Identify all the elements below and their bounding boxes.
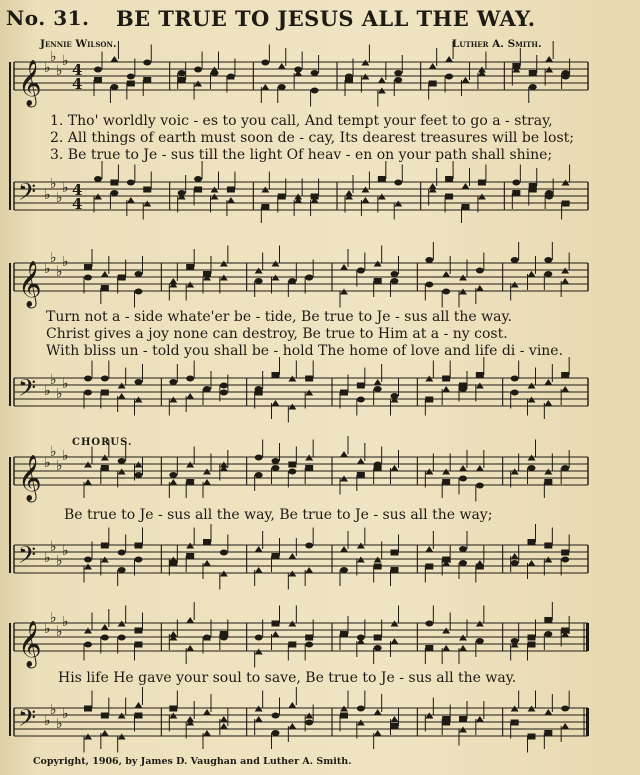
flat-icon: ♭ [62,543,69,559]
note-head [425,546,433,552]
note-head [110,190,118,196]
note-head [203,560,211,566]
note-head [272,713,280,719]
note-head [378,176,386,182]
note-head [127,180,135,186]
note-head [255,455,263,461]
note-head [394,180,402,186]
flat-icon: ♭ [62,448,69,464]
note-head [561,706,569,712]
note-head [445,56,453,62]
note-head [84,264,92,270]
note-head [84,557,92,563]
note-head [194,67,202,73]
note-head [203,386,211,392]
flat-icon: ♭ [50,702,57,718]
note-head [529,187,537,193]
note-head [203,635,211,641]
note-head [528,642,536,648]
flat-icon: ♭ [56,190,63,206]
note-head [442,479,450,485]
note-head [374,645,382,651]
flat-icon: ♭ [62,376,69,392]
note-head [255,635,263,641]
note-head [143,77,151,83]
verse-2-line-1: 2. All things of earth must soon de - cay, Its dearest treasures will be lost; [50,130,574,146]
note-head [394,70,402,76]
note-head [459,645,467,651]
verse-2-line-2: Christ gives a joy none can destroy, Be true to Him at a - ny cost. [46,326,508,342]
final-barline [586,708,589,736]
note-head [476,638,484,644]
bass-clef-icon: 𝄢 [18,374,37,407]
flat-icon: ♭ [50,610,57,626]
note-head [391,638,399,644]
note-head [561,550,569,556]
note-head [425,564,433,570]
treble-clef-icon: 𝄞 [18,621,42,667]
flat-icon: ♭ [44,713,51,729]
note-head [101,376,109,382]
note-head [84,275,92,281]
note-head [340,567,348,573]
note-head [261,60,269,66]
note-head [186,264,194,270]
note-head [84,390,92,396]
note-head [169,706,177,712]
note-head [288,469,296,475]
note-head [511,390,519,396]
flat-icon: ♭ [50,49,57,65]
note-head [305,720,313,726]
note-head [186,617,194,623]
note-head [272,465,280,471]
note-head [391,465,399,471]
note-head [374,635,382,641]
note-head [429,81,437,87]
note-head [178,70,186,76]
note-head [272,400,280,406]
note-head [511,560,519,566]
note-head [84,706,92,712]
flat-icon: ♭ [44,261,51,277]
note-head [135,379,143,385]
note-head [374,278,382,284]
note-head [561,386,569,392]
note-head [288,702,296,708]
note-head [340,451,348,457]
note-head [561,628,569,634]
note-head [135,543,143,549]
note-head [374,386,382,392]
verse-1-line-2: Turn not a - side whate'er be - tide, Be true to Je - sus all the way. [46,309,512,325]
note-head [101,543,109,549]
note-head [442,289,450,295]
verse-3-line-2: With bliss un - told you shall be - hold The home of love and life di - vine. [46,343,564,359]
note-head [476,285,484,291]
note-head [220,390,228,396]
note-head [561,465,569,471]
flat-icon: ♭ [50,539,57,555]
treble-clef-icon: 𝄞 [18,261,42,307]
note-head [459,716,467,722]
flat-icon: ♭ [50,250,57,266]
note-head [143,187,151,193]
note-head [544,617,552,623]
note-head [476,483,484,489]
note-head [272,372,280,378]
note-head [425,621,433,627]
flat-icon: ♭ [62,254,69,270]
note-head [340,390,348,396]
note-head [340,631,348,637]
note-head [288,553,296,559]
note-head [288,462,296,468]
note-head [544,730,552,736]
note-head [94,77,102,83]
note-head [561,372,569,378]
time-signature-bottom: 4 [72,75,83,93]
note-head [272,730,280,736]
copyright-notice: Copyright, 1906, by James D. Vaughan and Luther A. Smith. [33,756,352,767]
note-head [118,275,126,281]
note-head [272,621,280,627]
note-head [442,271,450,277]
note-head [220,723,228,729]
note-head [288,723,296,729]
note-head [561,723,569,729]
note-head [528,271,536,277]
note-head [425,397,433,403]
note-head [220,716,228,722]
note-head [227,197,235,203]
note-head [357,472,365,478]
note-head [186,479,194,485]
note-head [476,372,484,378]
note-head [512,190,520,196]
flat-icon: ♭ [50,176,57,192]
chorus-line-2: His life He gave your soul to save, Be true to Je - sus all the way. [58,670,517,686]
note-head [374,379,382,385]
note-head [118,635,126,641]
note-head [462,77,470,83]
flat-icon: ♭ [56,624,63,640]
note-head [255,716,263,722]
note-head [459,560,467,566]
note-head [459,465,467,471]
flat-icon: ♭ [56,264,63,280]
note-head [311,70,319,76]
note-head [462,204,470,210]
note-head [288,278,296,284]
note-head [220,383,228,389]
note-head [227,187,235,193]
note-head [101,390,109,396]
note-head [186,553,194,559]
note-head [528,465,536,471]
note-head [203,709,211,715]
note-head [459,476,467,482]
note-head [425,645,433,651]
note-head [357,706,365,712]
note-head [340,713,348,719]
bass-clef-icon: 𝄢 [18,541,37,574]
note-head [101,285,109,291]
verse-3-line-1: 3. Be true to Je - sus till the light Of heav - en on your path shall shine; [50,147,553,163]
note-head [391,723,399,729]
note-head [528,560,536,566]
note-head [178,77,186,83]
note-head [512,180,520,186]
note-head [84,479,92,485]
hymn-number: No. 31. [6,6,90,30]
note-head [203,479,211,485]
note-head [378,77,386,83]
bass-clef-icon: 𝄢 [18,704,37,737]
note-head [305,275,313,281]
note-head [255,278,263,284]
note-head [544,271,552,277]
note-head [135,271,143,277]
note-head [511,553,519,559]
note-head [562,201,570,207]
bass-clef-icon: 𝄢 [18,178,37,211]
note-head [511,257,519,263]
note-head [511,720,519,726]
note-head [544,631,552,637]
note-head [340,264,348,270]
flat-icon: ♭ [56,716,63,732]
note-head [545,190,553,196]
note-head [110,84,118,90]
note-head [110,56,118,62]
note-head [445,74,453,80]
note-head [84,642,92,648]
note-head [476,564,484,570]
note-head [135,289,143,295]
note-head [272,458,280,464]
flat-icon: ♭ [50,372,57,388]
note-head [135,472,143,478]
note-head [278,63,286,69]
note-head [118,393,126,399]
note-head [261,204,269,210]
flat-icon: ♭ [56,386,63,402]
flat-icon: ♭ [44,455,51,471]
note-head [476,716,484,722]
note-head [545,56,553,62]
note-head [194,187,202,193]
note-head [94,176,102,182]
chorus-label: CHORUS. [72,437,133,448]
note-head [528,734,536,740]
note-head [169,479,177,485]
note-head [476,465,484,471]
note-head [305,642,313,648]
note-head [101,730,109,736]
note-head [220,631,228,637]
note-head [391,567,399,573]
note-head [442,557,450,563]
note-head [305,543,313,549]
note-head [186,376,194,382]
treble-clef-icon: 𝄞 [18,60,42,106]
note-head [118,458,126,464]
note-head [528,635,536,641]
flat-icon: ♭ [44,550,51,566]
note-head [357,458,365,464]
note-head [305,465,313,471]
note-head [561,557,569,563]
note-head [135,557,143,563]
note-head [101,713,109,719]
note-head [127,74,135,80]
note-head [169,472,177,478]
note-head [305,635,313,641]
note-head [135,628,143,634]
flat-icon: ♭ [62,53,69,69]
note-head [529,70,537,76]
note-head [529,84,537,90]
flat-icon: ♭ [56,458,63,474]
note-head [361,197,369,203]
note-head [340,546,348,552]
final-barline [586,623,589,651]
note-head [391,278,399,284]
note-head [511,376,519,382]
note-head [94,67,102,73]
note-head [101,624,109,630]
flat-icon: ♭ [50,444,57,460]
note-head [425,257,433,263]
note-head [203,539,211,545]
note-head [394,77,402,83]
note-head [357,268,365,274]
note-head [278,84,286,90]
note-head [462,183,470,189]
composer-credit: Luther A. Smith. [452,38,542,50]
hymn-title: BE TRUE TO JESUS ALL THE WAY. [116,6,536,31]
flat-icon: ♭ [62,180,69,196]
note-head [305,567,313,573]
note-head [261,84,269,90]
note-head [255,546,263,552]
note-head [391,271,399,277]
note-head [459,383,467,389]
verse-1-line-1: 1. Tho' worldly voic - es to you call, And tempt your feet to go a - stray, [50,113,553,129]
note-head [186,645,194,651]
note-head [203,730,211,736]
note-head [127,81,135,87]
note-head [127,197,135,203]
note-head [374,465,382,471]
note-head [272,553,280,559]
note-head [442,386,450,392]
note-head [305,376,313,382]
note-head [544,379,552,385]
note-head [544,257,552,263]
flat-icon: ♭ [44,621,51,637]
note-head [101,465,109,471]
note-head [476,268,484,274]
note-head [442,645,450,651]
note-head [220,550,228,556]
flat-icon: ♭ [56,553,63,569]
flat-icon: ♭ [44,60,51,76]
chorus-line-1: Be true to Je - sus all the way, Be true to Je - sus all the way; [64,507,493,523]
note-head [391,716,399,722]
note-head [194,176,202,182]
flat-icon: ♭ [56,63,63,79]
treble-clef-icon: 𝄞 [18,455,42,501]
note-head [288,642,296,648]
time-signature-top: 4 [72,61,83,79]
note-head [84,376,92,382]
note-head [101,635,109,641]
flat-icon: ♭ [44,187,51,203]
lyricist-credit: Jennie Wilson. [40,38,117,50]
note-head [143,60,151,66]
note-head [255,567,263,573]
note-head [442,376,450,382]
note-head [544,400,552,406]
note-head [357,397,365,403]
note-head [211,70,219,76]
note-head [562,70,570,76]
note-head [169,379,177,385]
note-head [442,716,450,722]
note-head [528,539,536,545]
note-head [255,390,263,396]
note-head [169,631,177,637]
note-head [272,631,280,637]
note-head [445,176,453,182]
flat-icon: ♭ [62,706,69,722]
note-head [544,709,552,715]
note-head [445,194,453,200]
note-head [478,180,486,186]
note-head [544,543,552,549]
note-head [118,567,126,573]
note-head [135,713,143,719]
note-head [425,282,433,288]
note-head [110,180,118,186]
note-head [186,393,194,399]
note-head [391,550,399,556]
note-head [429,63,437,69]
time-signature-top: 4 [72,181,83,199]
note-head [357,383,365,389]
note-head [459,546,467,552]
note-head [118,550,126,556]
flat-icon: ♭ [44,383,51,399]
note-head [345,77,353,83]
note-head [135,702,143,708]
note-head [374,564,382,570]
note-head [255,472,263,478]
note-head [374,730,382,736]
note-head [311,88,319,94]
flat-icon: ♭ [62,614,69,630]
note-head [561,278,569,284]
note-head [374,709,382,715]
note-head [135,642,143,648]
note-head [101,271,109,277]
note-head [544,479,552,485]
time-signature-bottom: 4 [72,195,83,213]
